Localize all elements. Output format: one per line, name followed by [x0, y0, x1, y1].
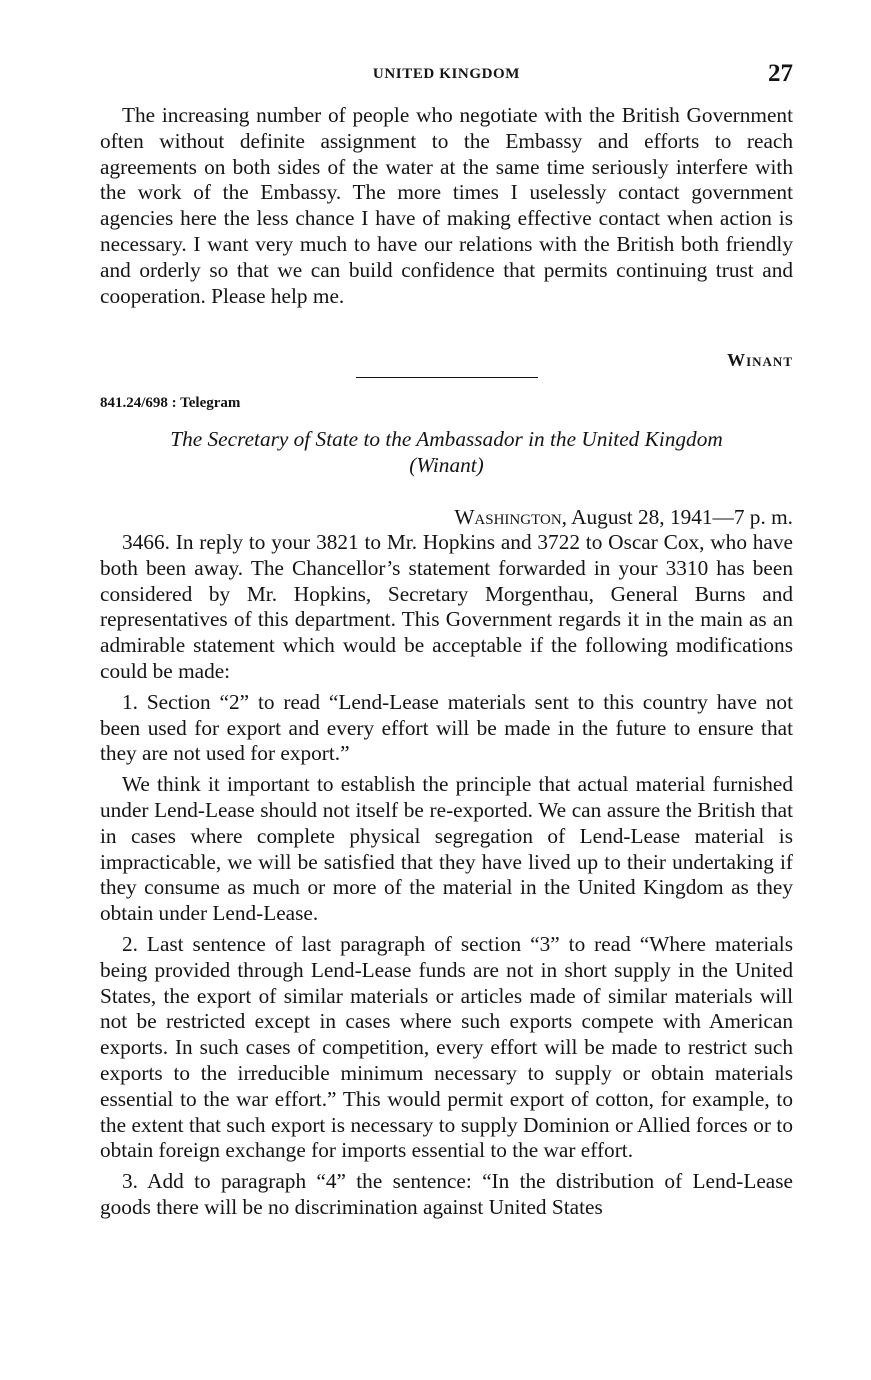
document-title-line-2: (Winant)	[409, 453, 484, 477]
section-divider	[356, 377, 538, 378]
signature: Winant	[727, 350, 793, 370]
document-title-line-1: The Secretary of State to the Ambassador in the United Kingdom	[170, 427, 723, 451]
dateline-place: Washington,	[454, 505, 567, 529]
dateline	[454, 505, 793, 530]
telegram-paragraph: 2. Last sentence of last paragraph of section “3” to read “Where materials being provided through Lend-Lease funds are not in short supply in the United States, the export of similar materials or articles made of similar materials will not be restricted except in cases where such exports compete with American exports. In such cases of competition, every effort will be made to restrict such exports to the irreducible minimum necessary to supply or obtain materials essential to the war effort.” This would permit export of cotton, for example, to the extent that such export is necessary to supply Dominion or Allied forces or to obtain foreign exchange for imports essential to the war effort.	[100, 931, 793, 1163]
file-reference: 841.24/698 : Telegram	[100, 395, 241, 411]
telegram-paragraph: We think it important to establish the principle that actual material furnished under Lend-Lease should not itself be re-exported. We can assure the British that in cases where complete physical segregation of Lend-Lease material is impracticable, we will be satisfied that they have lived up to their undertaking if they consume as much or more of the material in the United Kingdom as they obtain under Lend-Lease.	[100, 772, 793, 926]
telegram-paragraph: 1. Section “2” to read “Lend-Lease materials sent to this country have not been used for export and every effort will be made in the future to ensure that they are not used for export.”	[100, 689, 793, 766]
telegram-paragraph: 3. Add to paragraph “4” the sentence: “In the distribution of Lend-Lease goods there will be no discrimination against United States	[100, 1169, 793, 1219]
dateline-date: August 28, 1941—7 p. m.	[571, 505, 793, 529]
document-title	[100, 426, 793, 478]
running-title: UNITED KINGDOM	[372, 66, 521, 82]
running-head	[100, 60, 793, 90]
continuation-paragraph: The increasing number of people who negotiate with the British Government often without definite assignment to the Embassy and efforts to reach agreements on both sides of the water at the same time seriously interfere with the work of the Embassy. The more times I uselessly contact government agencies here the less chance I have of making effective contact when action is necessary. I want very much to have our relations with the British both friendly and orderly so that we can build confidence that permits continuing trust and cooperation. Please help me.	[100, 103, 793, 308]
telegram-body	[100, 530, 793, 1226]
telegram-paragraph: 3466. In reply to your 3821 to Mr. Hopkins and 3722 to Oscar Cox, who have both been away. The Chancellor’s statement forwarded in your 3310 has been considered by Mr. Hopkins, Secretary Morgenthau, General Burns and representatives of this department. This Government regards it in the main as an admirable statement which would be acceptable if the following modifications could be made:	[100, 530, 793, 683]
page-number: 27	[768, 60, 793, 87]
